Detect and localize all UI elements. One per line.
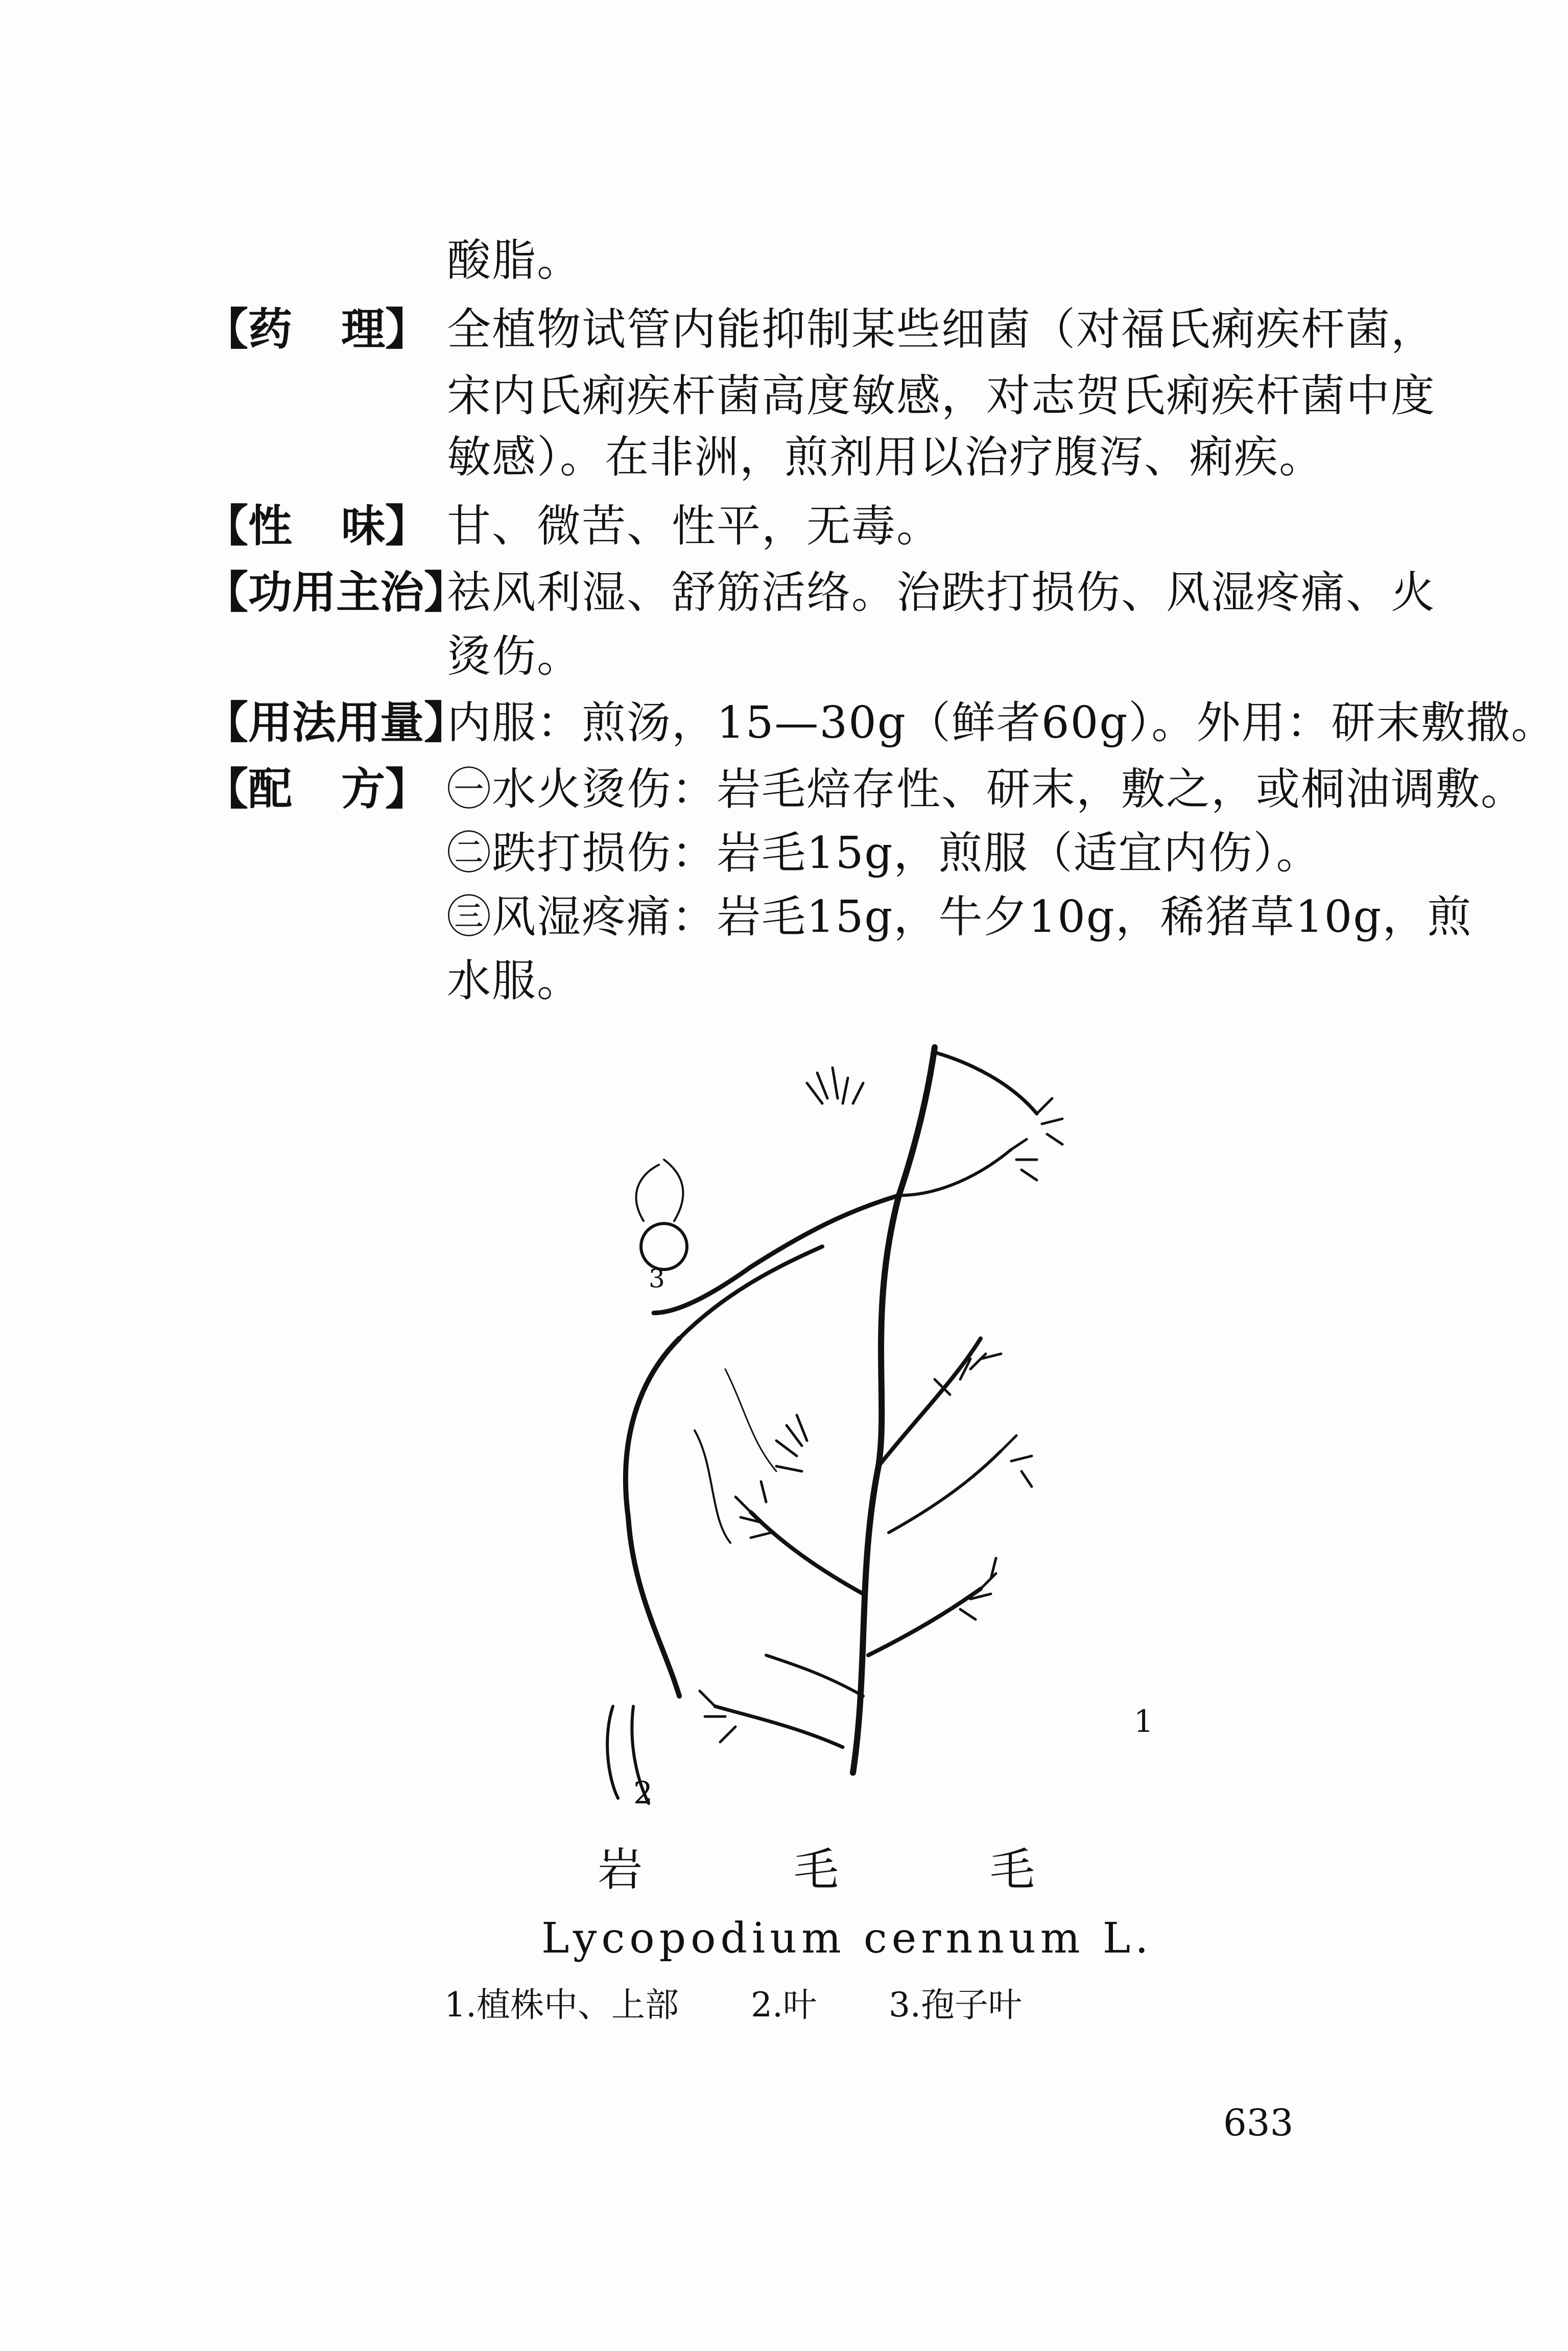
figure-label-1: 1 <box>1134 1704 1154 1739</box>
prescription-line-2: ㊁跌打损伤：岩毛15g，煎服（适宜内伤）。 <box>447 828 1321 879</box>
prescription-line-4: 水服。 <box>447 955 582 1006</box>
functions-line-1: 祛风利湿、舒筋活络。治跌打损伤、风湿疼痛、火 <box>447 567 1436 618</box>
text-line-intro: 酸脂。 <box>447 235 582 286</box>
figure-caption-chinese: 岩 毛 毛 <box>598 1843 1037 1896</box>
plant-illustration <box>511 981 1175 1849</box>
section-label-usage: 【用法用量】 <box>204 697 468 748</box>
legend-item-2: 2.叶 <box>750 1985 817 2025</box>
functions-line-2: 烫伤。 <box>447 631 582 682</box>
section-label-pharmacology: 【药 理】 <box>204 303 429 355</box>
figure-label-3: 3 <box>649 1264 665 1294</box>
pharmacology-line-3: 敏感）。在非洲，煎剂用以治疗腹泻、痢疾。 <box>447 432 1324 483</box>
legend-item-3: 3.孢子叶 <box>888 1985 1022 2025</box>
legend-item-1: 1.植株中、上部 <box>444 1985 679 2025</box>
section-label-functions: 【功用主治】 <box>204 567 468 618</box>
figure-caption-latin: Lycopodium cernnum L. <box>541 1914 1153 1963</box>
usage-line-1: 内服：煎汤，15—30g（鲜者60g）。外用：研末敷撒。 <box>447 697 1556 748</box>
page-number: 633 <box>1223 2101 1294 2144</box>
figure-legend <box>444 1982 1083 2028</box>
prescription-line-3: ㊂风湿疼痛：岩毛15g，牛夕10g，稀猪草10g，煎 <box>447 891 1472 943</box>
main-stem <box>853 1047 935 1773</box>
pharmacology-line-1: 全植物试管内能抑制某些细菌（对福氏痢疾杆菌， <box>447 304 1436 355</box>
section-label-nature-taste: 【性 味】 <box>204 500 429 552</box>
figure-label-2: 2 <box>633 1775 653 1811</box>
pharmacology-line-2: 宋内氏痢疾杆菌高度敏感，对志贺氏痢疾杆菌中度 <box>447 370 1436 421</box>
prescription-line-1: ㊀水火烫伤：岩毛焙存性、研末，敷之，或桐油调敷。 <box>447 764 1526 815</box>
rock-outline <box>626 1338 679 1696</box>
section-label-prescriptions: 【配 方】 <box>204 763 429 815</box>
nature-taste-line-1: 甘、微苦、性平，无毒。 <box>447 501 941 552</box>
